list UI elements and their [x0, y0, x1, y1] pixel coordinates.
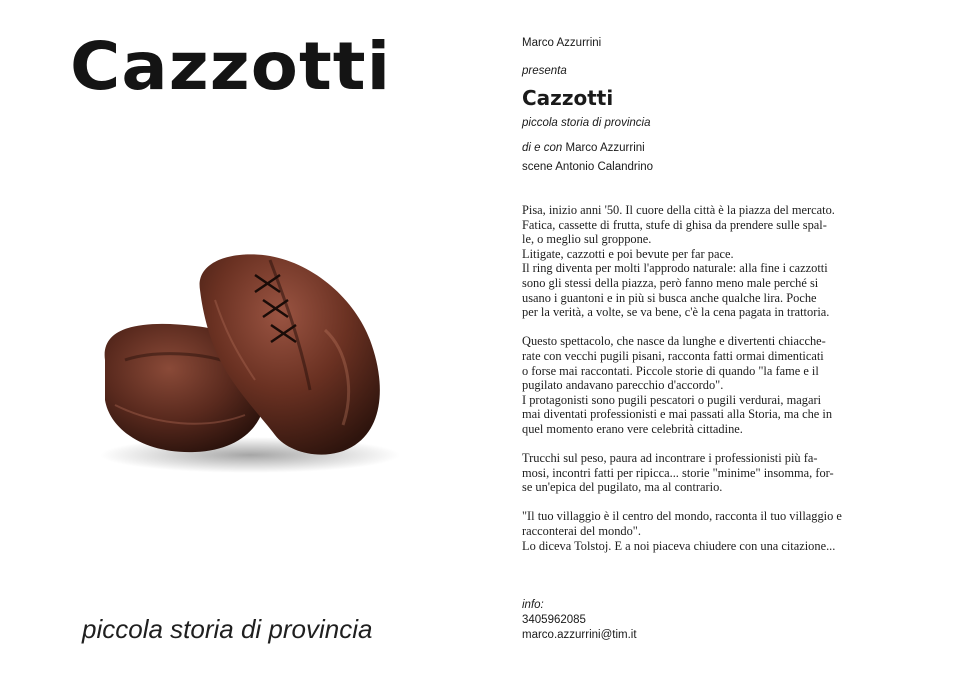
boxing-gloves-image: [85, 240, 415, 480]
presenta-label: presenta: [522, 65, 567, 77]
text-line: I protagonisti sono pugili pescatori o pugili verdurai, magari: [522, 392, 822, 407]
text-line: se un'epica del pugilato, ma al contrario.: [522, 480, 723, 495]
text-line: Litigate, cazzotti e poi bevute per far pace.: [522, 246, 734, 261]
text-line: le, o meglio sul groppone.: [522, 232, 652, 247]
paragraph-4: [522, 509, 918, 553]
description: [522, 203, 918, 568]
paragraph-1: [522, 203, 918, 320]
text-line: per la verità, a volte, se va bene, c'è la cena pagata in trattoria.: [522, 305, 830, 320]
text-line: pugilato andavano parecchio d'accordo".: [522, 378, 724, 393]
text-line: sono gli stessi della piazza, però fanno meno male perché si: [522, 275, 819, 290]
email-address: marco.azzurrini@tim.it: [522, 629, 637, 641]
text-line: quel momento erano vere celebrità cittadine.: [522, 421, 743, 436]
text-line: mai diventati professionisti e mai passati alla Storia, ma che in: [522, 407, 833, 422]
text-line: Pisa, inizio anni '50. Il cuore della città è la piazza del mercato.: [522, 203, 835, 217]
text-line: o forse mai raccontati. Piccole storie di quando "la fame e il: [522, 363, 819, 378]
poster-big-title: Cazzotti: [70, 28, 392, 105]
text-line: rate con vecchi pugili pisani, racconta fatti ormai dimenticati: [522, 348, 824, 363]
phone-number: 3405962085: [522, 614, 586, 626]
show-subtitle: piccola storia di provincia: [522, 117, 651, 129]
author-name: Marco Azzurrini: [522, 37, 602, 49]
text-line: racconterai del mondo".: [522, 524, 641, 539]
text-line: Fatica, cassette di frutta, stufe di ghisa da prendere sulle spal-: [522, 217, 827, 232]
text-line: Il ring diventa per molti l'approdo naturale: alla fine i cazzotti: [522, 261, 828, 276]
contact-info: [522, 598, 637, 643]
info-label: info:: [522, 599, 544, 611]
scene-credit: scene Antonio Calandrino: [522, 161, 654, 173]
show-title: Cazzotti: [522, 86, 614, 110]
credits-name: Marco Azzurrini: [565, 142, 645, 154]
paragraph-3: [522, 451, 918, 495]
text-line: Lo diceva Tolstoj. E a noi piaceva chiudere con una citazione...: [522, 538, 836, 553]
credits: [522, 141, 645, 155]
credits-prefix: di e con: [522, 142, 563, 154]
poster-subtitle: piccola storia di provincia: [82, 614, 373, 644]
paragraph-2: [522, 334, 918, 436]
text-line: Questo spettacolo, che nasce da lunghe e divertenti chiacche-: [522, 334, 826, 349]
text-line: mosi, incontri fatti per ripicca... storie "minime" insomma, for-: [522, 465, 834, 480]
text-line: "Il tuo villaggio è il centro del mondo, racconta il tuo villaggio e: [522, 509, 842, 524]
text-line: Trucchi sul peso, paura ad incontrare i professionisti più fa-: [522, 451, 818, 466]
text-line: usano i guantoni e in più si busca anche qualche lira. Poche: [522, 290, 817, 305]
